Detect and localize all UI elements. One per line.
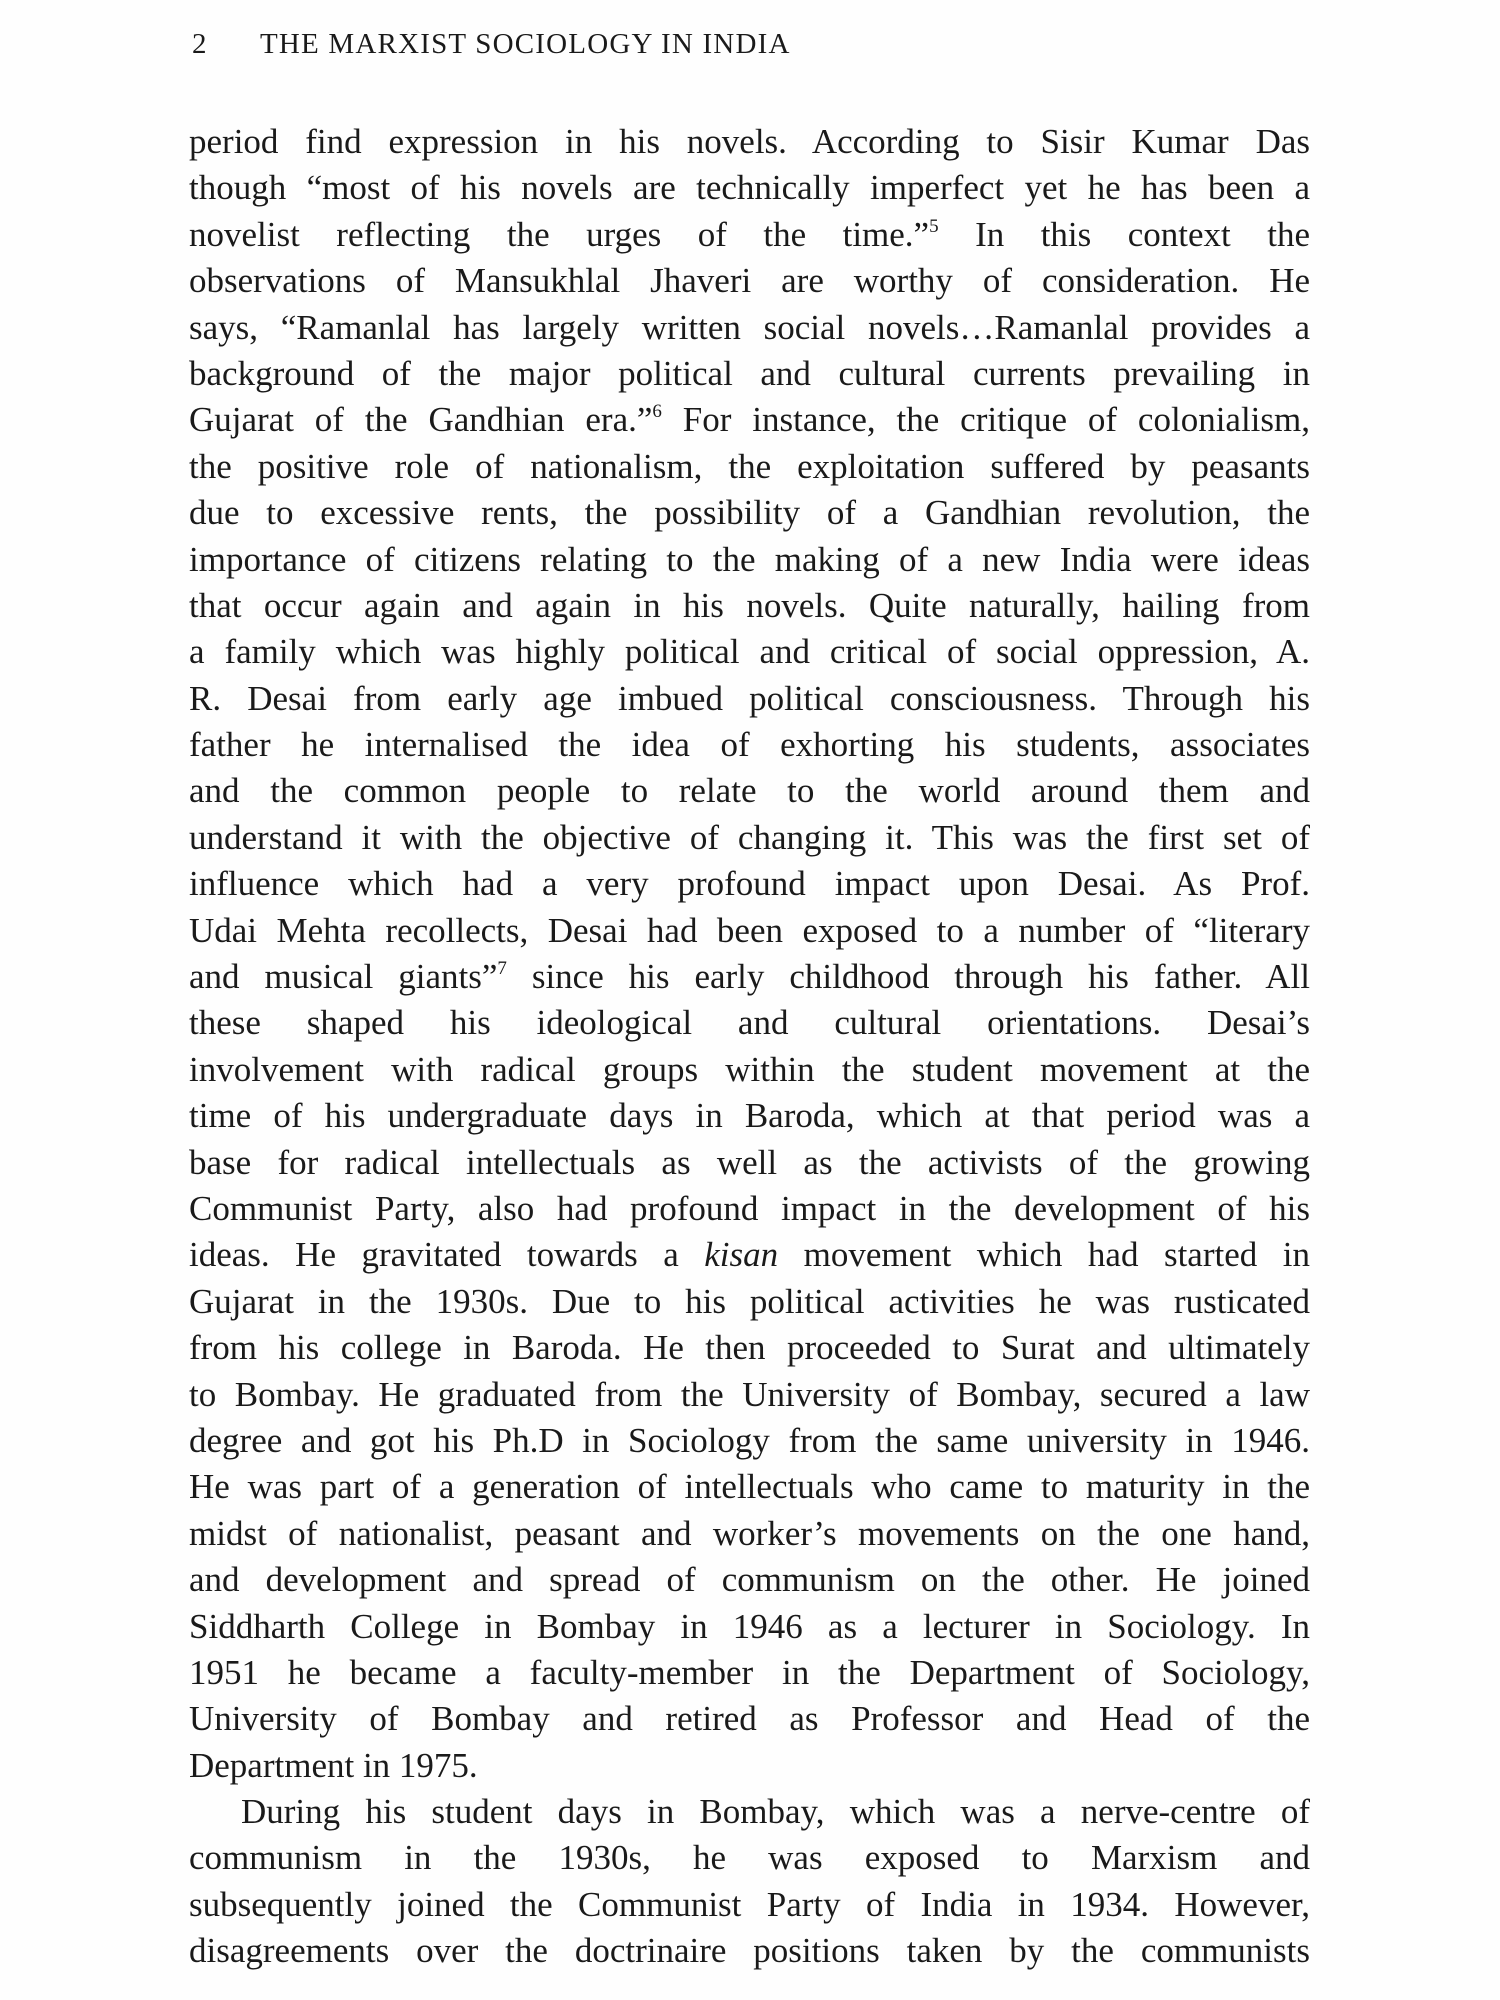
text-line xyxy=(189,954,1310,1000)
text-line: period find expression in his novels. According to Sisir Kumar Das xyxy=(189,122,1310,161)
text-line: background of the major political and cultural currents prevailing in xyxy=(189,353,1310,393)
text-line: He was part of a generation of intellectuals who came to maturity in the xyxy=(189,1467,1310,1507)
text-line: the positive role of nationalism, the exploitation suffered by peasants xyxy=(189,446,1310,486)
text-line: Udai Mehta recollects, Desai had been exposed to a number of “literary xyxy=(189,910,1310,950)
footnote-marker: 5 xyxy=(929,215,939,237)
text-line xyxy=(189,397,1310,443)
text-line: communism in the 1930s, he was exposed to Marxism and xyxy=(189,1838,1310,1878)
text-fragment: and musical giants” xyxy=(189,957,498,997)
text-line: midst of nationalist, peasant and worker’s movements on the one hand, xyxy=(189,1513,1310,1553)
text-line: Siddharth College in Bombay in 1946 as a lecturer in Sociology. In xyxy=(189,1606,1310,1646)
text-fragment: novelist reflecting the urges of the time.” xyxy=(189,214,930,254)
text-line: time of his undergraduate days in Baroda, which at that period was a xyxy=(189,1096,1310,1136)
text-line: influence which had a very profound impact upon Desai. As Prof. xyxy=(189,864,1310,904)
text-line: and development and spread of communism on the other. He joined xyxy=(189,1560,1310,1600)
text-fragment: In this context the xyxy=(938,214,1310,254)
paragraph-2 xyxy=(189,1789,1310,1975)
text-line: degree and got his Ph.D in Sociology from the same university in 1946. xyxy=(189,1420,1310,1460)
text-fragment: Gujarat of the Gandhian era.” xyxy=(189,400,653,440)
text-line: from his college in Baroda. He then proceeded to Surat and ultimately xyxy=(189,1328,1310,1368)
text-line: University of Bombay and retired as Professor and Head of the xyxy=(189,1699,1310,1739)
text-line: During his student days in Bombay, which was a nerve-centre of xyxy=(241,1792,1310,1832)
text-line: though “most of his novels are technically imperfect yet he has been a xyxy=(189,168,1310,208)
italic-term: kisan xyxy=(704,1235,779,1275)
text-fragment: For instance, the critique of colonialism, xyxy=(661,400,1310,440)
text-line: importance of citizens relating to the making of a new India were ideas xyxy=(189,539,1310,579)
text-line: subsequently joined the Communist Party of India in 1934. However, xyxy=(189,1884,1310,1924)
footnote-marker: 6 xyxy=(652,401,662,423)
text-line xyxy=(189,212,1310,258)
text-fragment: ideas. He gravitated towards a xyxy=(189,1235,705,1275)
text-line: these shaped his ideological and cultural orientations. Desai’s xyxy=(189,1003,1310,1043)
text-line: that occur again and again in his novels. Quite naturally, hailing from xyxy=(189,585,1310,625)
text-line: Department in 1975. xyxy=(189,1745,478,1785)
text-line: R. Desai from early age imbued political consciousness. Through his xyxy=(189,678,1310,718)
text-line: due to excessive rents, the possibility of a Gandhian revolution, the xyxy=(189,493,1310,533)
text-fragment: since his early childhood through his father. All xyxy=(506,957,1310,997)
body-text xyxy=(189,119,1310,1975)
text-line: says, “Ramanlal has largely written social novels…Ramanlal provides a xyxy=(189,307,1310,347)
text-fragment: movement which had started in xyxy=(778,1235,1310,1275)
text-line: base for radical intellectuals as well as the activists of the growing xyxy=(189,1142,1310,1182)
book-title: THE MARXIST SOCIOLOGY IN INDIA xyxy=(260,28,791,60)
text-line xyxy=(189,1232,1310,1278)
page-number: 2 xyxy=(192,28,207,60)
paragraph-1 xyxy=(189,119,1310,1789)
text-line: to Bombay. He graduated from the University of Bombay, secured a law xyxy=(189,1374,1310,1414)
text-line: a family which was highly political and critical of social oppression, A. xyxy=(189,632,1310,672)
text-line: involvement with radical groups within the student movement at the xyxy=(189,1049,1310,1089)
text-line: 1951 he became a faculty-member in the Department of Sociology, xyxy=(189,1652,1310,1692)
text-line: disagreements over the doctrinaire positions taken by the communists xyxy=(189,1931,1310,1971)
running-header xyxy=(192,28,791,61)
text-line: Gujarat in the 1930s. Due to his political activities he was rusticated xyxy=(189,1281,1310,1321)
text-line: understand it with the objective of changing it. This was the first set of xyxy=(189,817,1310,857)
text-line: father he internalised the idea of exhorting his students, associates xyxy=(189,725,1310,765)
text-line: observations of Mansukhlal Jhaveri are worthy of consideration. He xyxy=(189,261,1310,301)
text-line: Communist Party, also had profound impact in the development of his xyxy=(189,1188,1310,1228)
footnote-marker: 7 xyxy=(497,958,507,980)
text-line: and the common people to relate to the world around them and xyxy=(189,771,1310,811)
